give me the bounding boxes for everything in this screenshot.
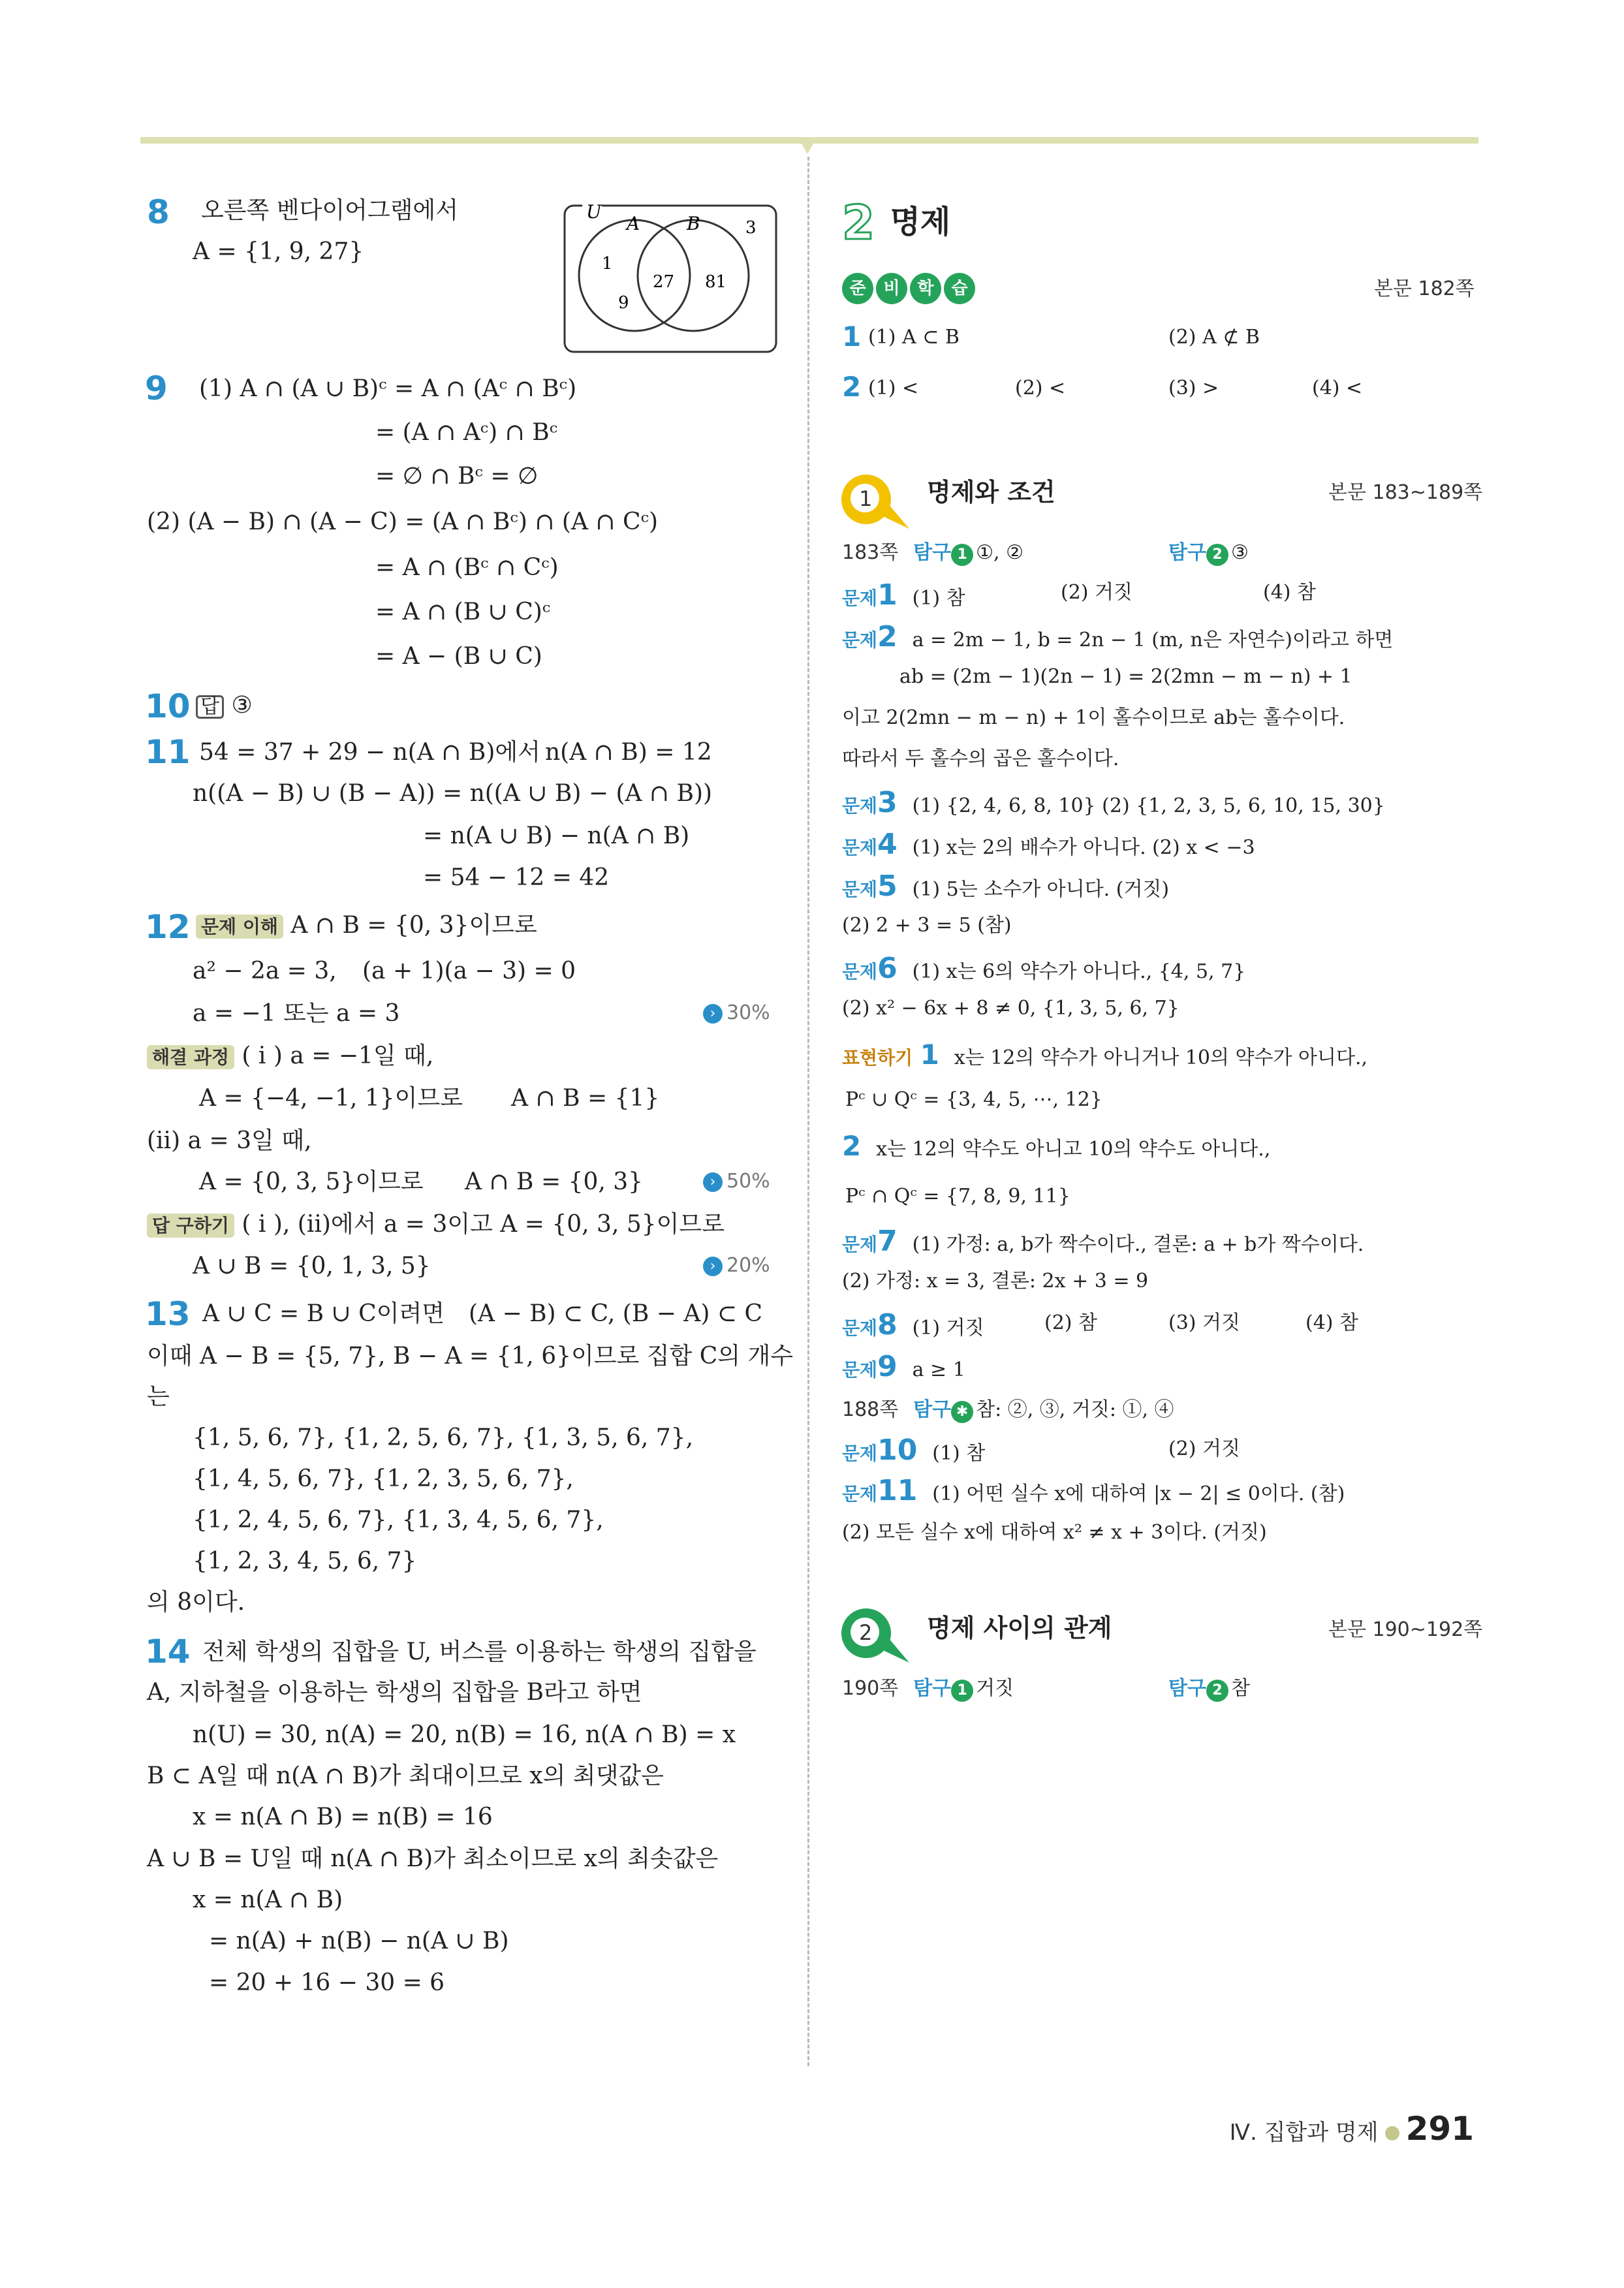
chapter-label: Ⅳ. 집합과 명제 <box>1229 2120 1379 2146</box>
step-label: 답 구하기 <box>147 1214 234 1238</box>
equation-line: (ii) a = 3일 때, <box>147 1127 312 1154</box>
problem-number: 12 <box>145 908 191 946</box>
equation-line: A ∩ B = {0, 3}이므로 <box>290 912 537 939</box>
subsection-title: 명제 사이의 관계 <box>927 1614 1112 1642</box>
tam-badge: 2 <box>1206 1680 1228 1702</box>
venn-value: 81 <box>705 272 727 292</box>
problem-row: 문제8 (1) 거짓 <box>842 1308 984 1341</box>
answer-text: (2) 거짓 <box>1168 1437 1240 1460</box>
answer-text: (2) 가정: x = 3, 결론: 2x + 3 = 9 <box>842 1270 1149 1293</box>
problem-row: 문제7 (1) 가정: a, b가 짝수이다., 결론: a + b가 짝수이다. <box>842 1225 1364 1258</box>
text-line: 전체 학생의 집합을 U, 버스를 이용하는 학생의 집합을 <box>202 1638 757 1665</box>
equation-line: = A ∩ (Bᶜ ∩ Cᶜ) <box>375 554 559 581</box>
problem-row: 문제9 a ≥ 1 <box>842 1350 965 1383</box>
venn-B-label: B <box>687 213 700 234</box>
equation-line: = (A ∩ Aᶜ) ∩ Bᶜ <box>375 419 558 446</box>
equation-line: 54 = 37 + 29 − n(A ∩ B)에서 <box>199 739 540 766</box>
problem-number: 11 <box>145 733 191 771</box>
problem-row: 문제4 (1) x는 2의 배수가 아니다. (2) x < −3 <box>842 828 1255 861</box>
problem-text: 오른쪽 벤다이어그램에서 <box>201 197 458 224</box>
chevron-right-icon: › <box>703 1257 723 1276</box>
equation-line: {1, 5, 6, 7}, {1, 2, 5, 6, 7}, {1, 3, 5, 6, 7}, <box>193 1424 694 1451</box>
tam-badge: ✱ <box>951 1401 973 1423</box>
tam-badge: 1 <box>951 1680 973 1702</box>
answer-line <box>196 694 253 719</box>
score-percent: › 50% <box>703 1172 770 1192</box>
subsection-number: 2 <box>859 1620 873 1645</box>
equation-line: ab = (2m − 1)(2n − 1) = 2(2mn − m − n) + 1 <box>899 665 1352 688</box>
item-number: 1 <box>842 321 862 353</box>
subsection-number: 1 <box>859 486 873 511</box>
answer-text: (3) > <box>1168 377 1219 400</box>
problem-row: 문제1 (1) 참 <box>842 578 965 612</box>
subsection-marker <box>839 1607 911 1663</box>
equation-line: Pᶜ ∩ Qᶜ = {7, 8, 9, 11} <box>845 1185 1070 1208</box>
problem-number: 9 <box>145 369 168 407</box>
answer-row: 탐구 2 참 <box>1168 1676 1250 1702</box>
equation-line: = n(A) + n(B) − n(A ∪ B) <box>209 1928 509 1954</box>
prep-badge: 준 <box>842 273 873 304</box>
venn-diagram <box>563 204 778 354</box>
item-number: 2 <box>842 371 862 403</box>
text-line: 의 8이다. <box>147 1589 245 1616</box>
problem-number: 8 <box>147 193 170 231</box>
tam-badge: 2 <box>1206 544 1228 566</box>
answer-value: ③ <box>231 692 253 719</box>
equation-line: x = n(A ∩ B) = n(B) = 16 <box>193 1804 493 1830</box>
answer-text: (2) A ⊄ B <box>1168 326 1260 349</box>
score-percent: › 30% <box>703 1003 770 1024</box>
answer-line <box>196 914 537 937</box>
answer-text: (2) < <box>1015 377 1066 400</box>
problem-row: 2 x는 12의 약수도 아니고 10의 약수도 아니다., <box>842 1130 1271 1162</box>
footer-dot <box>1385 2126 1399 2140</box>
answer-tag: 답 <box>196 695 224 719</box>
answer-line <box>147 1213 725 1236</box>
venn-value: 9 <box>618 293 629 313</box>
page-reference: 본문 183~189쪽 <box>1328 481 1483 504</box>
equation-line: Pᶜ ∪ Qᶜ = {3, 4, 5, ⋯, 12} <box>845 1088 1102 1111</box>
venn-value: 27 <box>653 272 675 292</box>
equation-line: (1) A ∩ (A ∪ B)ᶜ = A ∩ (Aᶜ ∩ Bᶜ) <box>199 375 577 402</box>
equation-line: = A − (B ∪ C) <box>375 643 542 670</box>
venn-value: 3 <box>745 218 757 238</box>
text-line: 이고 2(2mn − m − n) + 1이 홀수이므로 ab는 홀수이다. <box>842 706 1345 729</box>
equation-line: x = n(A ∩ B) <box>193 1887 343 1913</box>
problem-row: 문제11 (1) 어떤 실수 x에 대하여 |x − 2| ≤ 0이다. (참) <box>842 1474 1345 1507</box>
subsection-title: 명제와 조건 <box>927 478 1055 507</box>
equation-line: ( i ), (ii)에서 a = 3이고 A = {0, 3, 5}이므로 <box>242 1211 725 1238</box>
score-percent: › 20% <box>703 1256 770 1276</box>
page-number: 291 <box>1405 2110 1474 2148</box>
answer-text: (3) 거짓 <box>1168 1311 1240 1334</box>
equation-line: n(U) = 30, n(A) = 20, n(B) = 16, n(A ∩ B) = x <box>193 1721 736 1748</box>
section-title: 명제 <box>890 204 951 240</box>
problem-number: 14 <box>145 1633 191 1670</box>
answer-row: 188쪽 탐구 ✱ 참: ②, ③, 거짓: ①, ④ <box>842 1397 1174 1423</box>
answer-row: 190쪽 탐구 1 거짓 <box>842 1676 1014 1702</box>
subsection-marker <box>839 473 911 529</box>
equation-line: (2) (A − B) ∩ (A − C) = (A ∩ Bᶜ) ∩ (A ∩ Cᶜ) <box>147 509 659 535</box>
top-rule-notch <box>798 137 817 154</box>
step-label: 문제 이해 <box>196 915 283 939</box>
problem-row: 문제10 (1) 참 <box>842 1434 986 1467</box>
equation-line: A ∩ B = {1} <box>511 1085 660 1112</box>
prep-badge: 비 <box>876 273 907 304</box>
prep-badges <box>842 273 978 304</box>
answer-text: (1) A ⊂ B <box>868 326 960 349</box>
section-number: 2 <box>842 195 875 250</box>
answer-text: (4) < <box>1312 377 1363 400</box>
answer-text: (2) 참 <box>1044 1311 1098 1334</box>
prep-badge: 학 <box>910 273 941 304</box>
venn-U-label: U <box>586 204 602 223</box>
answer-text: (4) 참 <box>1305 1311 1359 1334</box>
page-footer <box>1230 2110 1474 2148</box>
text-line: 이때 A − B = {5, 7}, B − A = {1, 6}이므로 집합 C의 개수 <box>147 1343 794 1370</box>
problem-row: 문제3 (1) {2, 4, 6, 8, 10} (2) {1, 2, 3, 5, 6, 10, 15, 30} <box>842 786 1385 819</box>
equation-line: {1, 2, 3, 4, 5, 6, 7} <box>193 1548 417 1575</box>
equation-line: = n(A ∪ B) − n(A ∩ B) <box>423 823 690 849</box>
problem-number: 13 <box>145 1295 191 1333</box>
equation-line: = 20 + 16 − 30 = 6 <box>209 1969 445 1996</box>
answer-row: 탐구 2 ③ <box>1168 540 1249 566</box>
equation-line: A = {0, 3, 5}이므로 <box>199 1168 424 1195</box>
equation-line: (a + 1)(a − 3) = 0 <box>362 958 576 984</box>
text-line: 는 <box>147 1383 170 1410</box>
equation-line: a² − 2a = 3, <box>193 958 337 984</box>
equation-line: a = −1 또는 a = 3 <box>193 1000 400 1027</box>
equation-line: ( i ) a = −1일 때, <box>242 1042 434 1069</box>
text-line: A, 지하철을 이용하는 학생의 집합을 B라고 하면 <box>147 1679 642 1706</box>
page-reference: 본문 190~192쪽 <box>1328 1618 1483 1641</box>
problem-row: 문제2 a = 2m − 1, b = 2n − 1 (m, n은 자연수)이라고 하면 <box>842 620 1394 653</box>
page-reference: 본문 182쪽 <box>1374 277 1475 300</box>
answer-text: (4) 참 <box>1263 581 1317 604</box>
tam-badge: 1 <box>951 544 973 566</box>
problem-row: 표현하기 1 x는 12의 약수가 아니거나 10의 약수가 아니다., <box>842 1039 1368 1071</box>
equation-line: A ∪ C = B ∪ C이려면 <box>202 1300 445 1327</box>
venn-A-label: A <box>627 213 640 234</box>
text-line: 따라서 두 홀수의 곱은 홀수이다. <box>842 747 1119 770</box>
equation-line: = 54 − 12 = 42 <box>423 864 610 891</box>
text-line: B ⊂ A일 때 n(A ∩ B)가 최대이므로 x의 최댓값은 <box>147 1763 664 1789</box>
problem-number: 10 <box>145 687 191 725</box>
venn-value: 1 <box>602 254 613 274</box>
equation-line: n((A − B) ∪ (B − A)) = n((A ∪ B) − (A ∩ B)) <box>193 780 713 807</box>
column-divider <box>807 157 809 2066</box>
chevron-right-icon: › <box>703 1004 723 1024</box>
answer-line <box>147 1044 433 1068</box>
problem-answer: A = {1, 9, 27} <box>193 238 364 265</box>
equation-line: {1, 2, 4, 5, 6, 7}, {1, 3, 4, 5, 6, 7}, <box>193 1507 604 1533</box>
answer-text: (2) 거짓 <box>1061 581 1132 604</box>
answer-text: (2) 모든 실수 x에 대하여 x² ≠ x + 3이다. (거짓) <box>842 1521 1267 1544</box>
answer-row: 183쪽 탐구 1 ①, ② <box>842 540 1023 566</box>
answer-text: (2) 2 + 3 = 5 (참) <box>842 914 1012 937</box>
problem-row: 문제6 (1) x는 6의 약수가 아니다., {4, 5, 7} <box>842 952 1246 985</box>
text-line: A ∪ B = U일 때 n(A ∩ B)가 최소이므로 x의 최솟값은 <box>147 1845 719 1872</box>
step-label: 해결 과정 <box>147 1045 234 1069</box>
equation-line: n(A ∩ B) = 12 <box>545 739 712 766</box>
equation-line: A = {−4, −1, 1}이므로 <box>199 1085 463 1112</box>
equation-line: {1, 4, 5, 6, 7}, {1, 2, 3, 5, 6, 7}, <box>193 1465 574 1492</box>
equation-line: = ∅ ∩ Bᶜ = ∅ <box>375 463 539 490</box>
answer-text: (1) < <box>868 377 919 400</box>
equation-line: A ∪ B = {0, 1, 3, 5} <box>193 1253 431 1279</box>
equation-line: (A − B) ⊂ C, (B − A) ⊂ C <box>469 1300 762 1327</box>
prep-badge: 습 <box>944 273 975 304</box>
section-heading <box>842 195 951 250</box>
chevron-right-icon: › <box>703 1172 723 1192</box>
answer-text: (2) x² − 6x + 8 ≠ 0, {1, 3, 5, 6, 7} <box>842 997 1179 1020</box>
problem-row: 문제5 (1) 5는 소수가 아니다. (거짓) <box>842 870 1170 903</box>
equation-line: = A ∩ (B ∪ C)ᶜ <box>375 599 551 625</box>
equation-line: A ∩ B = {0, 3} <box>465 1168 644 1195</box>
